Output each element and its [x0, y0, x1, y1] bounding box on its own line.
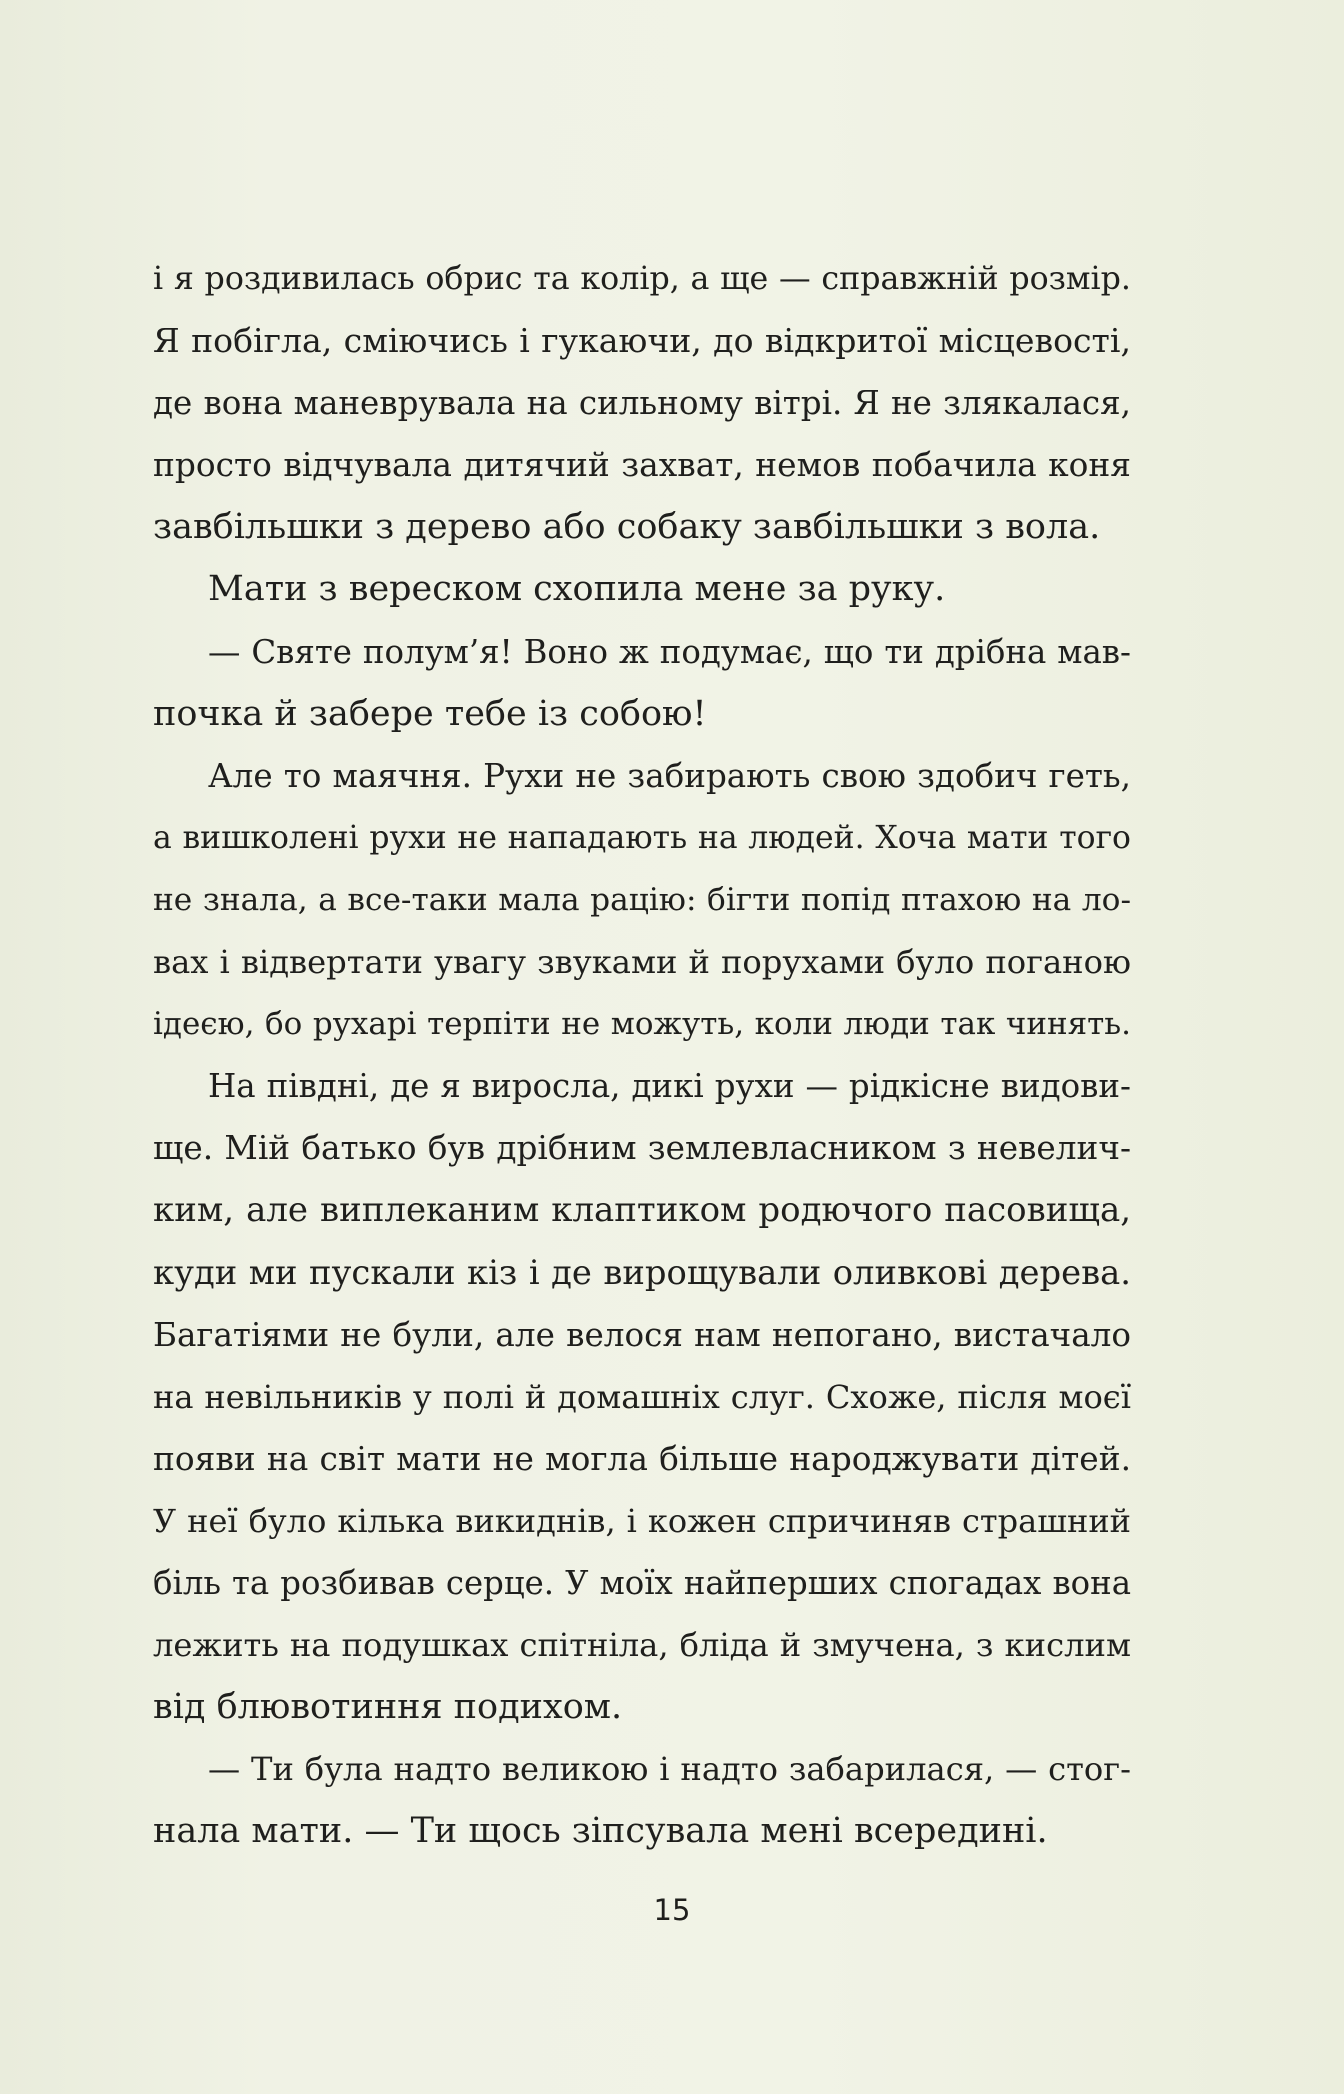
text-line: ще. Мій батько був дрібним землевласником з невелич- [153, 1129, 1131, 1168]
text-line: — Ти була надто великою і надто забарилася, — стог- [208, 1750, 1131, 1789]
text-line: На півдні, де я виросла, дикі рухи — рідкісне видови- [208, 1067, 1131, 1106]
text-line: ідеєю, бо рухарі терпіти не можуть, коли люди так чинять. [153, 1006, 1131, 1043]
text-line: ким, але виплеканим клаптиком родючого пасовища, [153, 1190, 1131, 1231]
text-line: і я роздивилась обрис та колір, а ще — справжній розмір. [153, 261, 1131, 297]
text-line: нала мати. — Ти щось зіпсувала мені всередині. [153, 1811, 1048, 1852]
text-line: почка й забере тебе із собою! [153, 693, 707, 734]
text-line: вах і відвертати увагу звуками й порухами було поганою [153, 943, 1131, 982]
body-text [153, 248, 1131, 1862]
text-line: Мати з вереском схопила мене за руку. [208, 569, 946, 610]
text-line: Багатіями не були, але велося нам непогано, вистачало [153, 1315, 1131, 1354]
text-line: завбільшки з дерево або собаку завбільшки з вола. [153, 507, 1101, 548]
text-line: просто відчувала дитячий захват, немов побачила коня [153, 446, 1131, 485]
text-line: на невільників у полі й домашніх слуг. Схоже, після моєї [153, 1377, 1131, 1416]
text-line: — Святе полум’я! Воно ж подумає, що ти дрібна мав- [208, 632, 1131, 671]
text-line: У неї було кілька викиднів, і кожен спричиняв страшний [153, 1501, 1131, 1540]
text-line: біль та розбивав серце. У моїх найперших спогадах вона [153, 1563, 1131, 1602]
text-line: Я побігла, сміючись і гукаючи, до відкритої місцевості, [153, 321, 1131, 361]
text-line: появи на світ мати не могла більше народжувати дітей. [153, 1439, 1131, 1478]
text-line: не знала, а все-таки мала рацію: бігти попід птахою на ло- [153, 881, 1131, 918]
text-line: від блювотиння подихом. [153, 1687, 623, 1728]
page-number: 15 [653, 1893, 691, 1927]
text-line: лежить на подушках спітніла, бліда й змучена, з кислим [153, 1626, 1131, 1665]
text-line: а вишколені рухи не нападають на людей. Хоча мати того [153, 819, 1131, 856]
text-line: де вона маневрувала на сильному вітрі. Я не злякалася, [153, 384, 1131, 423]
text-line: Але то маячня. Рухи не забирають свою здобич геть, [208, 756, 1131, 795]
text-line: куди ми пускали кіз і де вирощували оливкові дерева. [153, 1252, 1131, 1292]
